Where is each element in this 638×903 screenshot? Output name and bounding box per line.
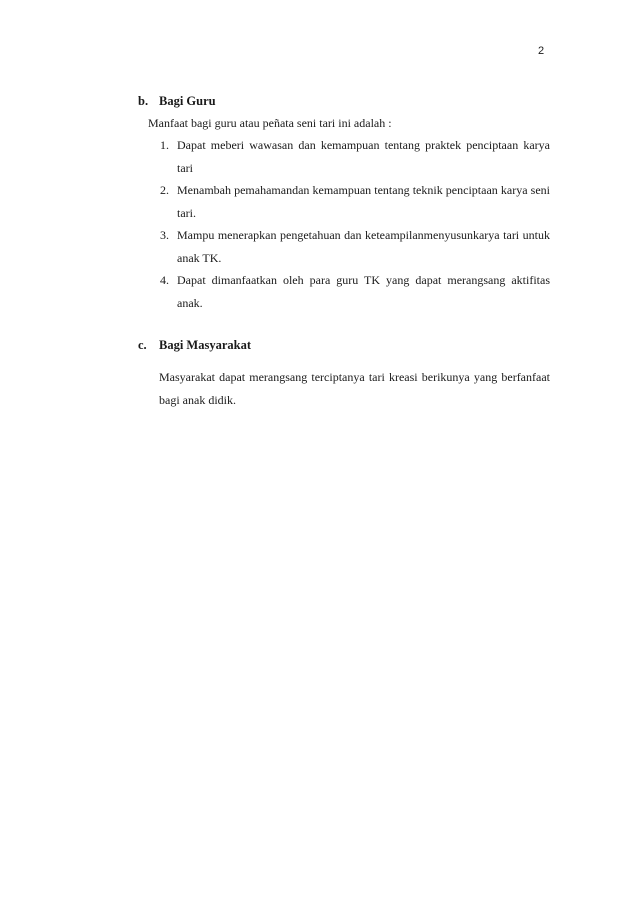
benefit-list <box>138 134 550 314</box>
heading-marker: b. <box>138 94 149 108</box>
page-number: 2 <box>538 45 545 57</box>
section-bagi-masyarakat <box>138 337 550 411</box>
item-text: Mampu menerapkan pengetahuan dan keteampilanmenyusunkarya tari untuk anak TK. <box>177 228 550 265</box>
list-item <box>160 134 550 179</box>
intro-text: Manfaat bagi guru atau peñata seni tari ini adalah : <box>148 116 392 130</box>
item-number: 4. <box>160 273 169 287</box>
item-number: 1. <box>160 138 169 152</box>
heading-title: Bagi Masyarakat <box>159 338 252 352</box>
list-item <box>160 269 550 314</box>
list-item <box>160 224 550 269</box>
item-number: 3. <box>160 228 169 242</box>
paragraph: Masyarakat dapat merangsang terciptanya tari kreasi berikunya yang berfanfaat bagi anak didik. <box>159 370 550 407</box>
section-heading <box>138 93 550 109</box>
list-item <box>160 179 550 224</box>
heading-title: Bagi Guru <box>159 94 216 108</box>
section-heading <box>138 337 550 353</box>
heading-marker: c. <box>138 338 147 352</box>
item-text: Dapat dimanfaatkan oleh para guru TK yang dapat merangsang aktifitas anak. <box>177 273 550 310</box>
section-bagi-guru <box>138 93 550 314</box>
item-text: Dapat meberi wawasan dan kemampuan tentang praktek penciptaan karya tari <box>177 138 550 175</box>
item-text: Menambah pemahamandan kemampuan tentang teknik penciptaan karya seni tari. <box>177 183 550 220</box>
item-number: 2. <box>160 183 169 197</box>
